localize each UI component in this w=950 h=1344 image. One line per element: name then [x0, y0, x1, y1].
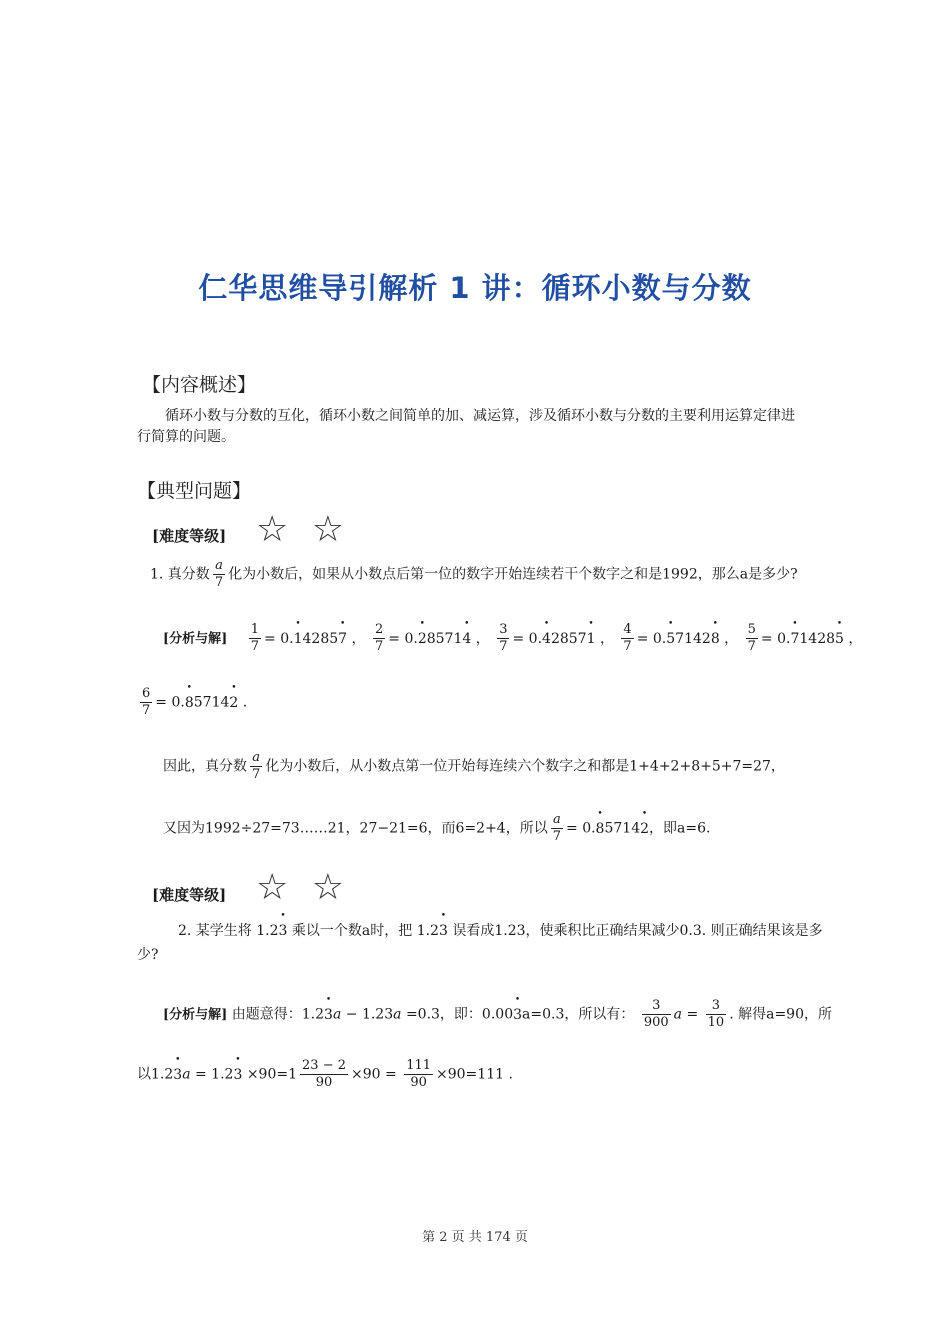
problem-1-number: 1. 真分数: [150, 566, 210, 583]
problem-2-solution-line: 以1.2• 3a = 1.2• 3 ×90=1 $\frac{23 - 2}{90}$ ×90 = $\frac{111}{90}$ ×90=111 .: [137, 1058, 513, 1091]
fraction-equation-5: $\frac{5}{7}$ = 0.• 71428• 5 ，: [743, 631, 863, 647]
problem-1-reasoning-line: 因此，真分数 $\frac{a}{7}$ 化为小数后，从小数点第一位开始每连续六个数字之和都是1+4+2+8+5+7=27，: [163, 750, 785, 782]
star-rating-2: ☆ ☆: [256, 867, 350, 908]
fraction-equation-3: $\frac{3}{7}$ = 0.• 42857• 1 ，: [494, 631, 614, 647]
fraction-a-over-7: $\frac{a}{7}$: [214, 558, 224, 590]
difficulty-label-2: [难度等级]: [152, 886, 227, 904]
overview-heading: 【内容概述】: [142, 374, 257, 396]
problem-2-statement: 2. 某学生将 1.2• 3 乘以一个数a时，把 1.2• 3 误看成1.23，使乘积比正确结果减少0.3. 则正确结果该是多: [178, 920, 823, 940]
problem-1-analysis: [163, 622, 862, 655]
fraction-equation-1: $\frac{1}{7}$ = 0.• 14285• 7 ，: [246, 631, 366, 647]
page-title: 仁华思维导引解析 1 讲：循环小数与分数: [198, 271, 752, 305]
problem-2-statement-end: 少?: [137, 947, 159, 963]
problem-1-text: 化为小数后，如果从小数点后第一位的数字开始连续若干个数字之和是1992，那么a是多少?: [228, 566, 798, 583]
problem-1-statement: [150, 558, 798, 591]
typical-heading: 【典型问题】: [137, 480, 252, 502]
difficulty-label-1: [难度等级]: [152, 527, 227, 545]
analysis-label-1: [分析与解]: [163, 631, 228, 647]
overview-line-1: 循环小数与分数的互化，循环小数之间简单的加、减运算，涉及循环小数与分数的主要利用运算定律进: [165, 408, 795, 424]
problem-1-conclusion-line: 又因为1992÷27=73……21，27−21=6，而6=2+4，所以 $\frac{a}{7}$ = 0.• 85714• 2，即a=6.: [163, 812, 710, 845]
page-footer: 第 2 页 共 174 页: [422, 1230, 528, 1245]
fraction-equation-4: $\frac{4}{7}$ = 0.• 57142• 8 ，: [618, 631, 738, 647]
fraction-equation-2: $\frac{2}{7}$ = 0.• 28571• 4 ，: [370, 631, 490, 647]
fraction-equation-6: $\frac{6}{7}$ = 0.• 85714• 2 .: [137, 686, 247, 719]
analysis-label-2: [分析与解]: [163, 1007, 228, 1023]
star-rating-1: ☆ ☆: [256, 509, 350, 550]
overview-line-2: 行简算的问题。: [137, 429, 235, 445]
problem-2-analysis: [分析与解] 由题意得：1.2• 3a − 1.23a =0.3，即：0.00• 3a=0.3，所以有： $\frac{3}{900}$ a = $\frac{3}{10}$ . 解得a=90，所: [163, 998, 832, 1031]
